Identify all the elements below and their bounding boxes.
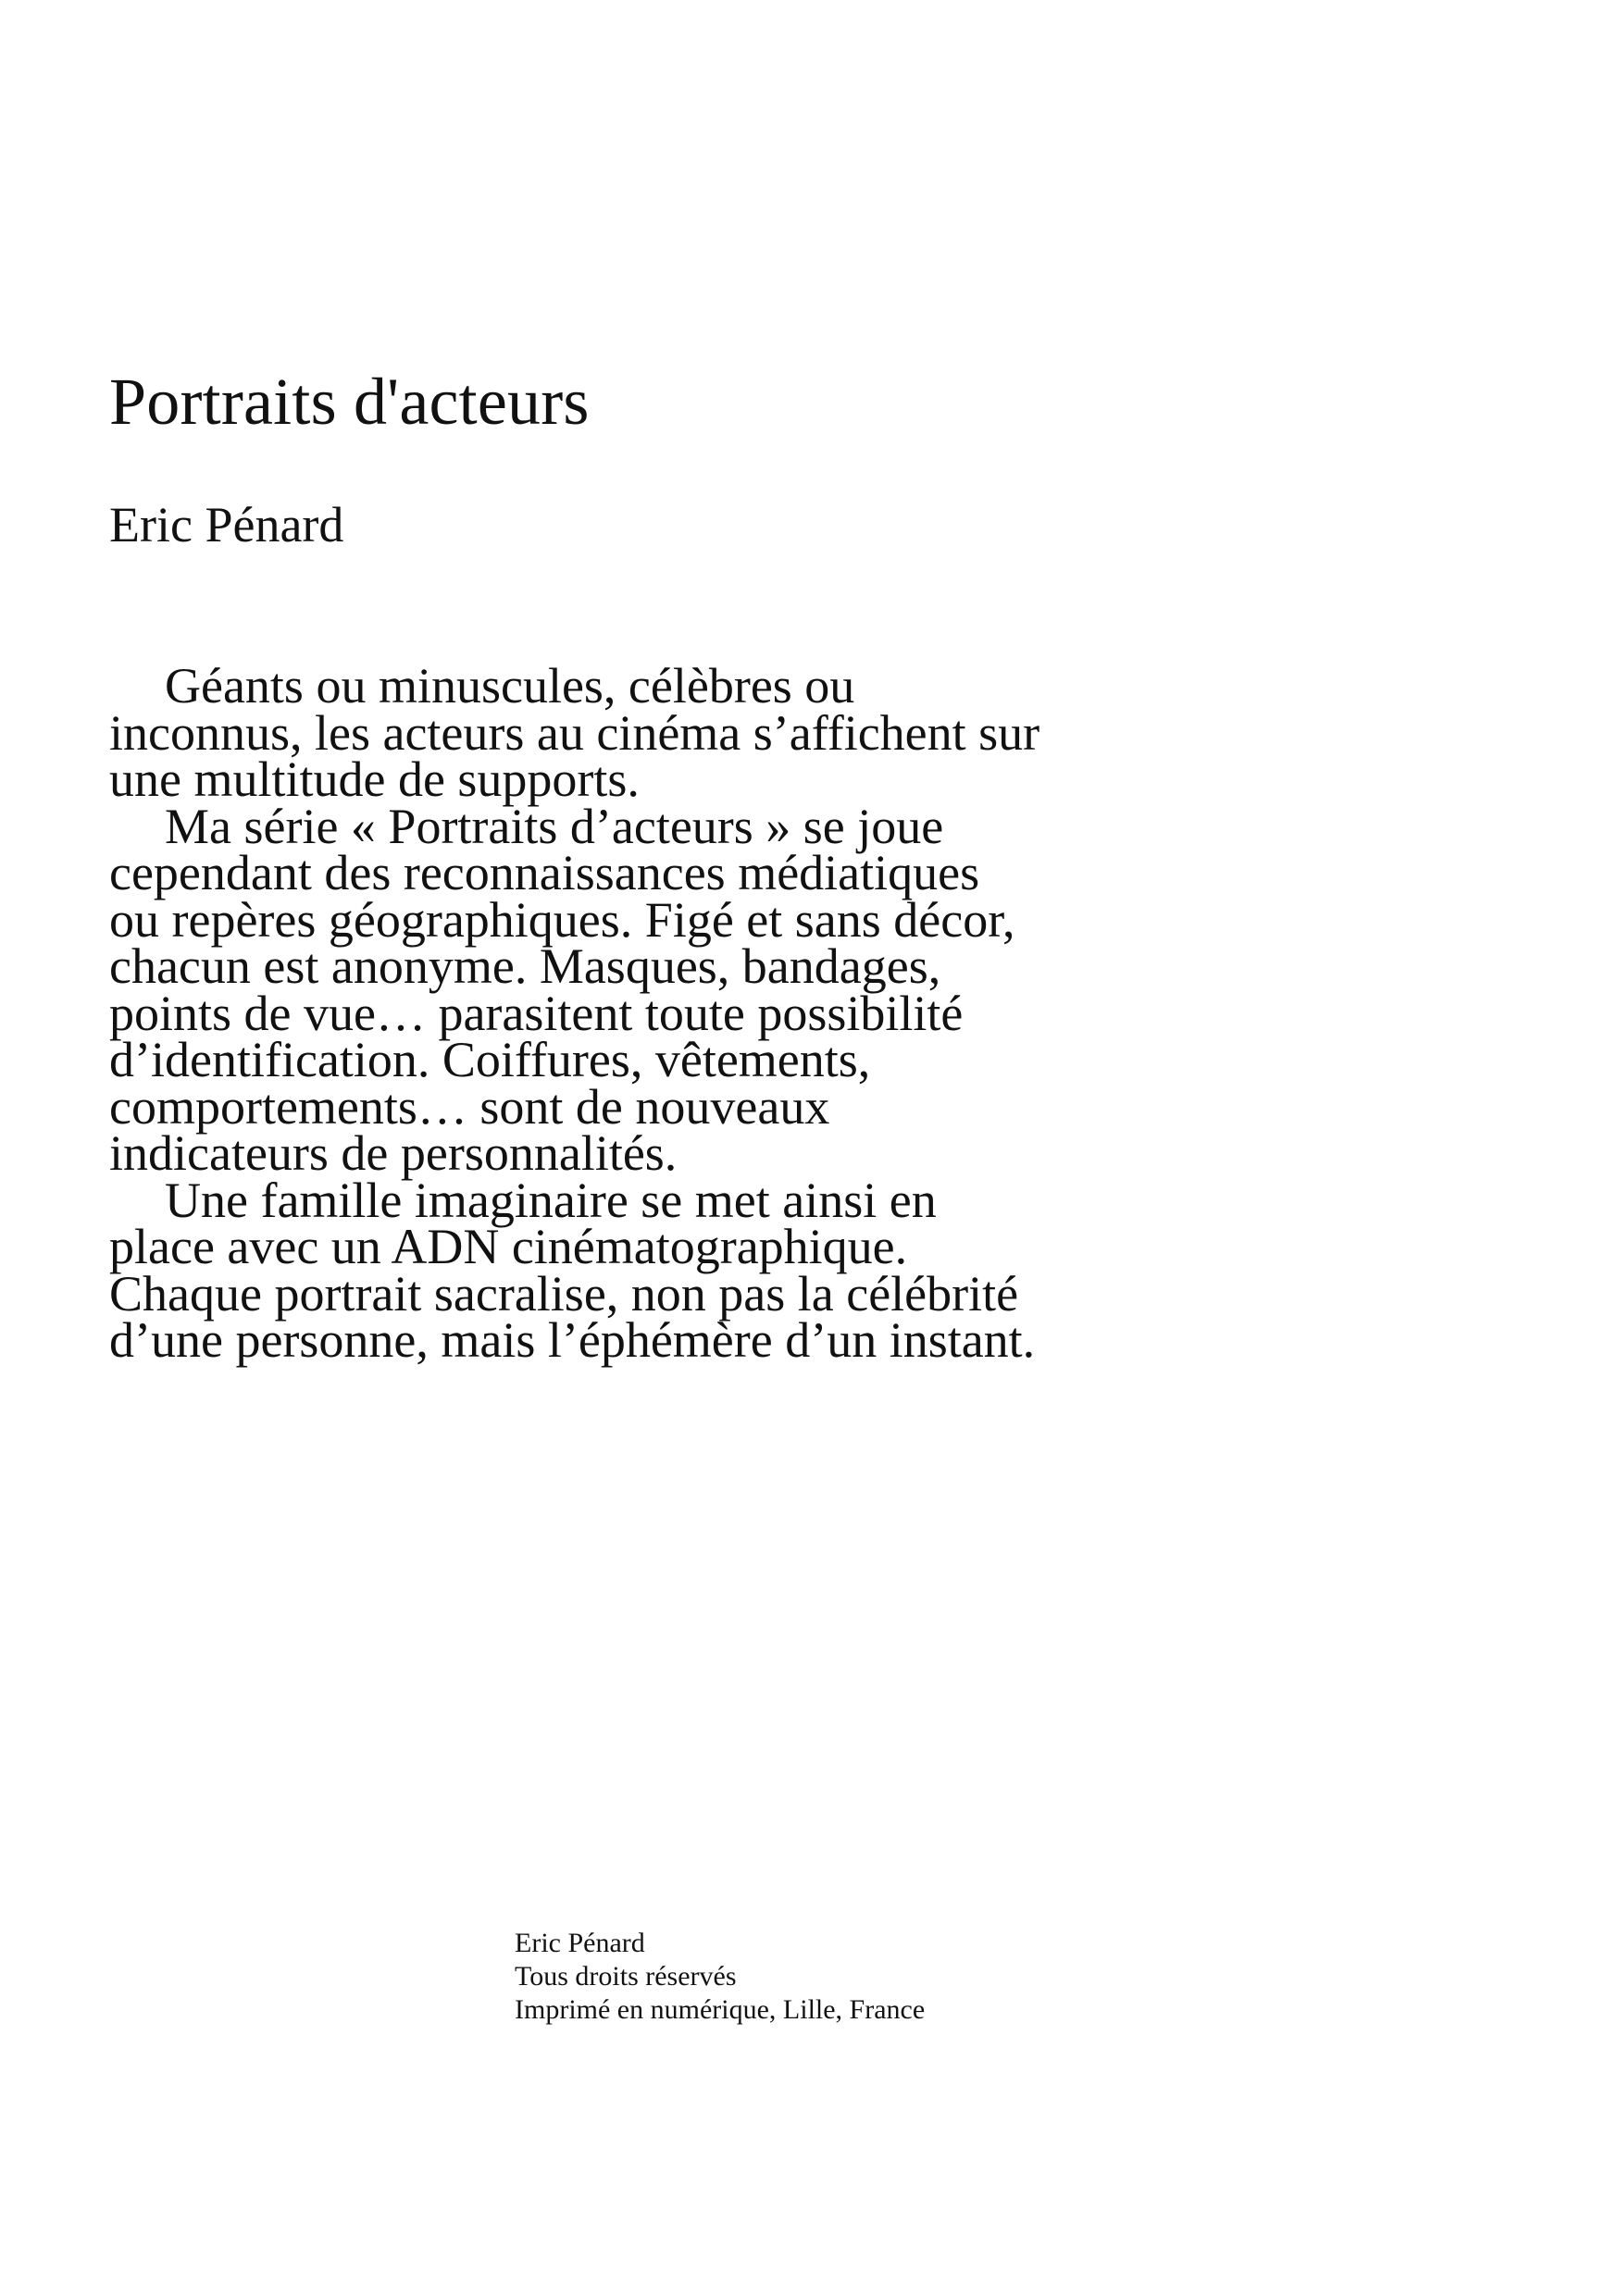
body-line: inconnus, les acteurs au cinéma s’affichent sur bbox=[109, 704, 1040, 761]
body-line: Géants ou minuscules, célèbres ou bbox=[165, 658, 855, 714]
body-line: ou repères géographiques. Figé et sans décor, bbox=[109, 891, 1015, 948]
author-name: Eric Pénard bbox=[109, 497, 344, 552]
body-text bbox=[109, 658, 1248, 1368]
body-line: place avec un ADN cinématographique. bbox=[109, 1219, 908, 1274]
body-line: Une famille imaginaire se met ainsi en bbox=[165, 1172, 937, 1228]
body-line: d’identification. Coiffures, vêtements, bbox=[109, 1032, 871, 1087]
body-line: points de vue… parasitent toute possibilité bbox=[109, 985, 964, 1041]
body-line: comportements… sont de nouveaux bbox=[109, 1078, 830, 1135]
body-line: Chaque portrait sacralise, non pas la célébrité bbox=[109, 1265, 1019, 1322]
body-line: une multitude de supports. bbox=[109, 751, 640, 807]
page-title: Portraits d'acteurs bbox=[109, 365, 590, 439]
body-line: chacun est anonyme. Masques, bandages, bbox=[109, 938, 941, 994]
colophon-rights: Tous droits réservés bbox=[515, 1961, 737, 1992]
colophon-name: Eric Pénard bbox=[515, 1928, 645, 1958]
body-line: Ma série « Portraits d’acteurs » se joue bbox=[165, 798, 944, 854]
colophon bbox=[515, 1927, 925, 2027]
body-line: cependant des reconnaissances médiatiques bbox=[109, 845, 980, 900]
body-line: indicateurs de personnalités. bbox=[109, 1125, 678, 1181]
colophon-printing: Imprimé en numérique, Lille, France bbox=[515, 1994, 926, 2025]
body-line: d’une personne, mais l’éphémère d’un instant. bbox=[109, 1312, 1036, 1368]
